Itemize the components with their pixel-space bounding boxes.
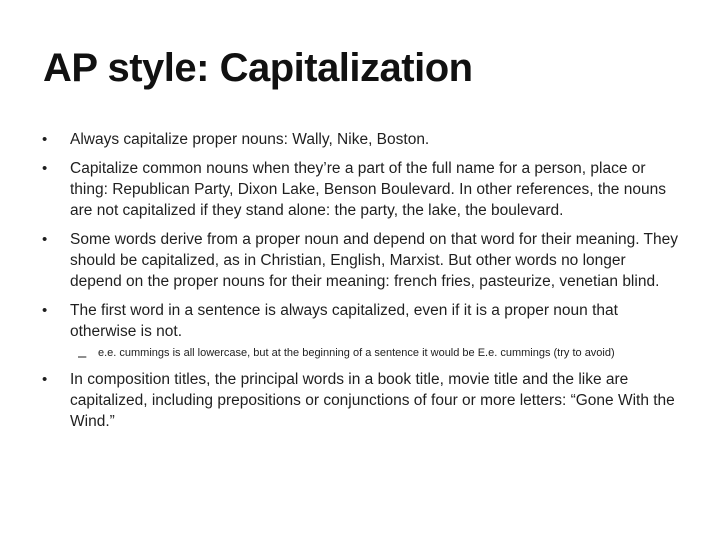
bullet-text: Always capitalize proper nouns: Wally, Nike, Boston. — [70, 131, 430, 148]
bullet-marker: • — [42, 160, 48, 177]
bullet-item — [40, 129, 680, 150]
bullet-item — [40, 300, 680, 365]
bullet-text: Some words derive from a proper noun and depend on that word for their meaning. They should be capitalized, as in Christian, English, Marxist. But other words no longer depend on the proper nouns for their meaning: french fries, pasteurize, venetian blind. — [70, 231, 679, 290]
sub-bullet-item — [70, 346, 680, 365]
bullet-marker: • — [42, 302, 48, 319]
sub-bullet-text: e.e. cummings is all lowercase, but at the beginning of a sentence it would be E.e. cummings (try to avoid) — [98, 347, 615, 359]
slide-title: AP style: Capitalization — [43, 46, 473, 90]
bullet-item — [40, 158, 680, 221]
bullet-marker: • — [42, 231, 48, 248]
bullet-marker: • — [42, 371, 48, 388]
bullet-text: In composition titles, the principal words in a book title, movie title and the like are capitalized, including prepositions or conjunctions of four or more letters: “Gone With the Wind.” — [70, 371, 675, 430]
bullet-list — [40, 129, 680, 440]
sub-bullet-marker: – — [78, 348, 87, 365]
bullet-item — [40, 369, 680, 432]
bullet-marker: • — [42, 131, 48, 148]
bullet-text: Capitalize common nouns when they’re a part of the full name for a person, place or thing: Republican Party, Dixon Lake, Benson Boulevard. In other references, the nouns are not capitalized if they stand alone: the party, the lake, the boulevard. — [70, 160, 666, 219]
bullet-text: The first word in a sentence is always capitalized, even if it is a proper noun that otherwise is not. — [70, 302, 618, 340]
bullet-item — [40, 229, 680, 292]
